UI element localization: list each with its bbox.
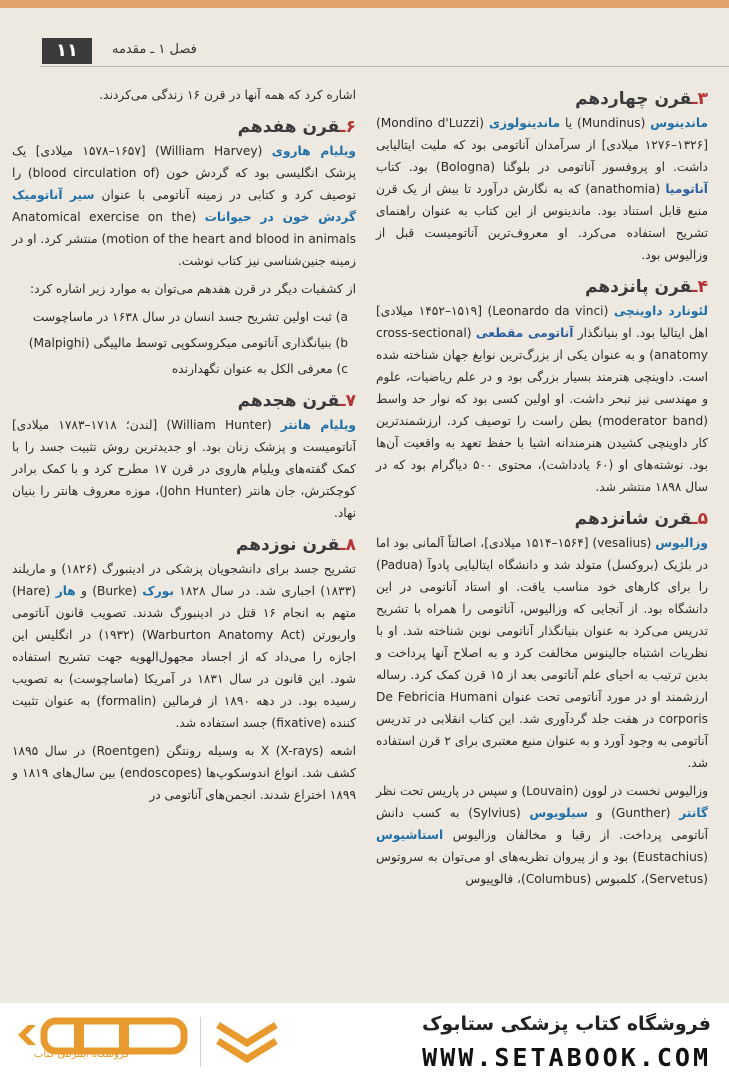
- paragraph-vesalius: وزالیوس (vesalius) [۱۵۱۴–۱۵۶۴ میلادی]، اصالتاً آلمانی بود اما در بلژیک (بروکسل) متولد شد و دانشگاه ایتالیایی پادوآ (Padua) را برای کارهای خود مناسب یافت. او استاد آناتومی در این دانشگاه بود. از آنجایی که وزالیوس، آناتومی را همراه با تشریح تدریس می‌کرد به عنوان بنیانگذار آناتومی نوین شناخته شد. او با نظریات اشتباه جالینوس مخالفت کرد و به اصلاح آنها پرداخت و بدین ترتیب به احیای علم آناتومی بعد از ۱۵ قرن کمک کرد. رساله ارزشمند او در مورد آناتومی تحت عنوان De Febricia Humani corporis در هفت جلد گردآوری شد. این کتاب انقلابی در تدریس آناتومی به وجود آورد و به عنوان منبع معتبری برای ۲ قرن استفاده شد.: [376, 536, 709, 770]
- shop-url-link[interactable]: WWW.SETABOOK.COM: [422, 1043, 711, 1072]
- chevron-mark-icon: [212, 1017, 282, 1069]
- section-heading-17th-century: ۶ـقرن هفدهم: [237, 117, 356, 137]
- section-heading-14th-century: ۳ـقرن چهاردهم: [575, 89, 708, 109]
- paragraph-mundinus: ماندینوس (Mundinus) یا ماندینولوزی (Mondino d'Luzzi) [۱۲۷۶–۱۳۲۶ میلادی] از سرآمدان آناتومی بود که ملیت ایتالیایی داشت. او پروفسور آناتومی در بلوگنا (Bologna) بود. کتاب آناتومیا (anathomia) که به نگارش درآورد تا بیش از یک قرن منبع قابل استناد بود. ماندینوس از این کتاب به عنوان راهنمای تشریح استفاده می‌کرد. او معروف‌ترین آناتومیست قبل از وزالیوس بود.: [376, 116, 708, 262]
- paragraph-vesalius-2: وزالیوس نخست در لوون (Louvain) و سپس در پاریس تحت نظر گانتر (Gunther) و سیلویوس (Sylvius) به کسب دانش آناتومی پرداخت. از رقبا و مخالفان وزالیوس استاشیوس (Eustachius) بود و از پیروان نظریه‌های او می‌توان به سروتوس (Servetus)، کلمبوس (Columbus)، فالوپیوس: [376, 784, 708, 886]
- chapter-label: فصل ۱ ـ مقدمه: [112, 42, 197, 57]
- paragraph-harvey: ویلیام هاروی (William Harvey) [۱۵۷۸–۱۶۵۷ میلادی] یک پزشک انگلیسی بود که گردش خون (blood circulation of) را توصیف کرد و کتابی در زمینه آناتومی با عنوان سیر آناتومیک گردش خون در حیوانات (Anatomical exercise on the motion of the heart and blood in animals) منتشر کرد. او در زمینه جنین‌شناسی نیز کتاب نوشت.: [12, 144, 357, 268]
- brand-tagline: فروشگاه اینترنتی کتاب: [34, 1049, 130, 1060]
- paragraph-hunter: ویلیام هانتر (William Hunter) [لندن؛ ۱۷۱۸–۱۷۸۳ میلادی] آناتومیست و پزشک زنان بود. او جدیدترین روش تثبیت جسد را با کمک گفته‌های ویلیام هاروی در قرن ۱۷ مطرح کرد و با کمک برادر کوچکترش، جان هانتر (John Hunter)، موزه معروف هانتر را بنیان نهاد.: [12, 418, 356, 520]
- store-footer: [0, 1003, 729, 1080]
- paragraph-19th-century: تشریح جسد برای دانشجویان پزشکی در ادینبورگ (۱۸۲۶) و ماریلند (۱۸۳۳) اجباری شد. در سال ۱۸۲۸ بورک (Burke) و هار (Hare) متهم به انجام ۱۶ قتل در ادینبورگ شدند. تصویب قانون آناتومی واربورتن (Warburton Anatomy Act) (۱۹۳۲) در انگلیس این اجازه را می‌داد که از اجساد مجهول‌الهویه جهت تشریح استفاده شود. این قانون در سال ۱۸۳۱ در آمریکا (ماساچوست) به تصویب رسیده بود. در دهه ۱۸۹۰ از فرمالین (formalin) به عنوان تثبیت کننده (fixative) جسد استفاده شد.: [12, 562, 357, 730]
- shop-title: فروشگاه کتاب پزشکی ستابوک: [421, 1013, 711, 1035]
- list-item: b) بنیانگذاری آناتومی میکروسکوپی توسط مالپیگی (Malpighi): [28, 336, 348, 350]
- left-column: [12, 84, 356, 812]
- book-page: [0, 8, 729, 1003]
- section-heading-18th-century: ۷ـقرن هجدهم: [237, 391, 356, 411]
- setabook-logo: [14, 1013, 194, 1071]
- page-number: ۱۱: [42, 38, 92, 64]
- paragraph-da-vinci: لئونارد داوینچی (Leonardo da vinci) [۱۴۵۲–۱۵۱۹ میلادی] اهل ایتالیا بود. او بنیانگذار آناتومی مقطعی (cross-sectional anatomy) و به عنوان یکی از بزرگ‌ترین نوابغ جهان شناخته شده است. داوینچی هنرمند بسیار بزرگی بود و در علم ریاضیات، علوم و مهندسی نیز تبحر داشت. او اولین کسی بود که نوار حد واسط (moderator band) بطن راست را توصیف کرد. ارزشمندترین کار داوینچی کشیدن هنرمندانه اشیا با حفظ تعهد به واقعیت آن‌ها بود. نوشته‌های او (۶۰ یادداشت)، محتوی ۵۰۰ دیاگرام بود که در سال ۱۸۹۸ منتشر شد.: [376, 304, 709, 494]
- footer-divider: [200, 1017, 201, 1067]
- top-color-band: [0, 0, 729, 8]
- paragraph-xrays: اشعه X (X-rays) به وسیله رونتگن (Roentgen) در سال ۱۸۹۵ کشف شد. انواع اندوسکوپ‌ها (endoscopes) بین سال‌های ۱۸۱۹ و ۱۸۹۹ اختراع شدند. انجمن‌های آناتومی در: [12, 744, 356, 802]
- list-item: c) معرفی الکل به عنوان نگهدارنده: [171, 362, 348, 376]
- paragraph-intro: اشاره کرد که همه آنها در قرن ۱۶ زندگی می‌کردند.: [99, 88, 356, 102]
- paragraph-discoveries: از کشفیات دیگر در قرن هفدهم می‌توان به موارد زیر اشاره کرد:: [29, 282, 356, 296]
- list-item: a) ثبت اولین تشریح جسد انسان در سال ۱۶۳۸ در ماساچوست: [32, 310, 348, 324]
- section-heading-16th-century: ۵ـقرن شانزدهم: [574, 509, 708, 529]
- header-rule: [40, 66, 729, 67]
- discoveries-list: [12, 306, 356, 380]
- section-heading-19th-century: ۸ـقرن نوزدهم: [235, 535, 356, 555]
- right-column: [376, 78, 708, 896]
- section-heading-15th-century: ۴ـقرن پانزدهم: [584, 277, 708, 297]
